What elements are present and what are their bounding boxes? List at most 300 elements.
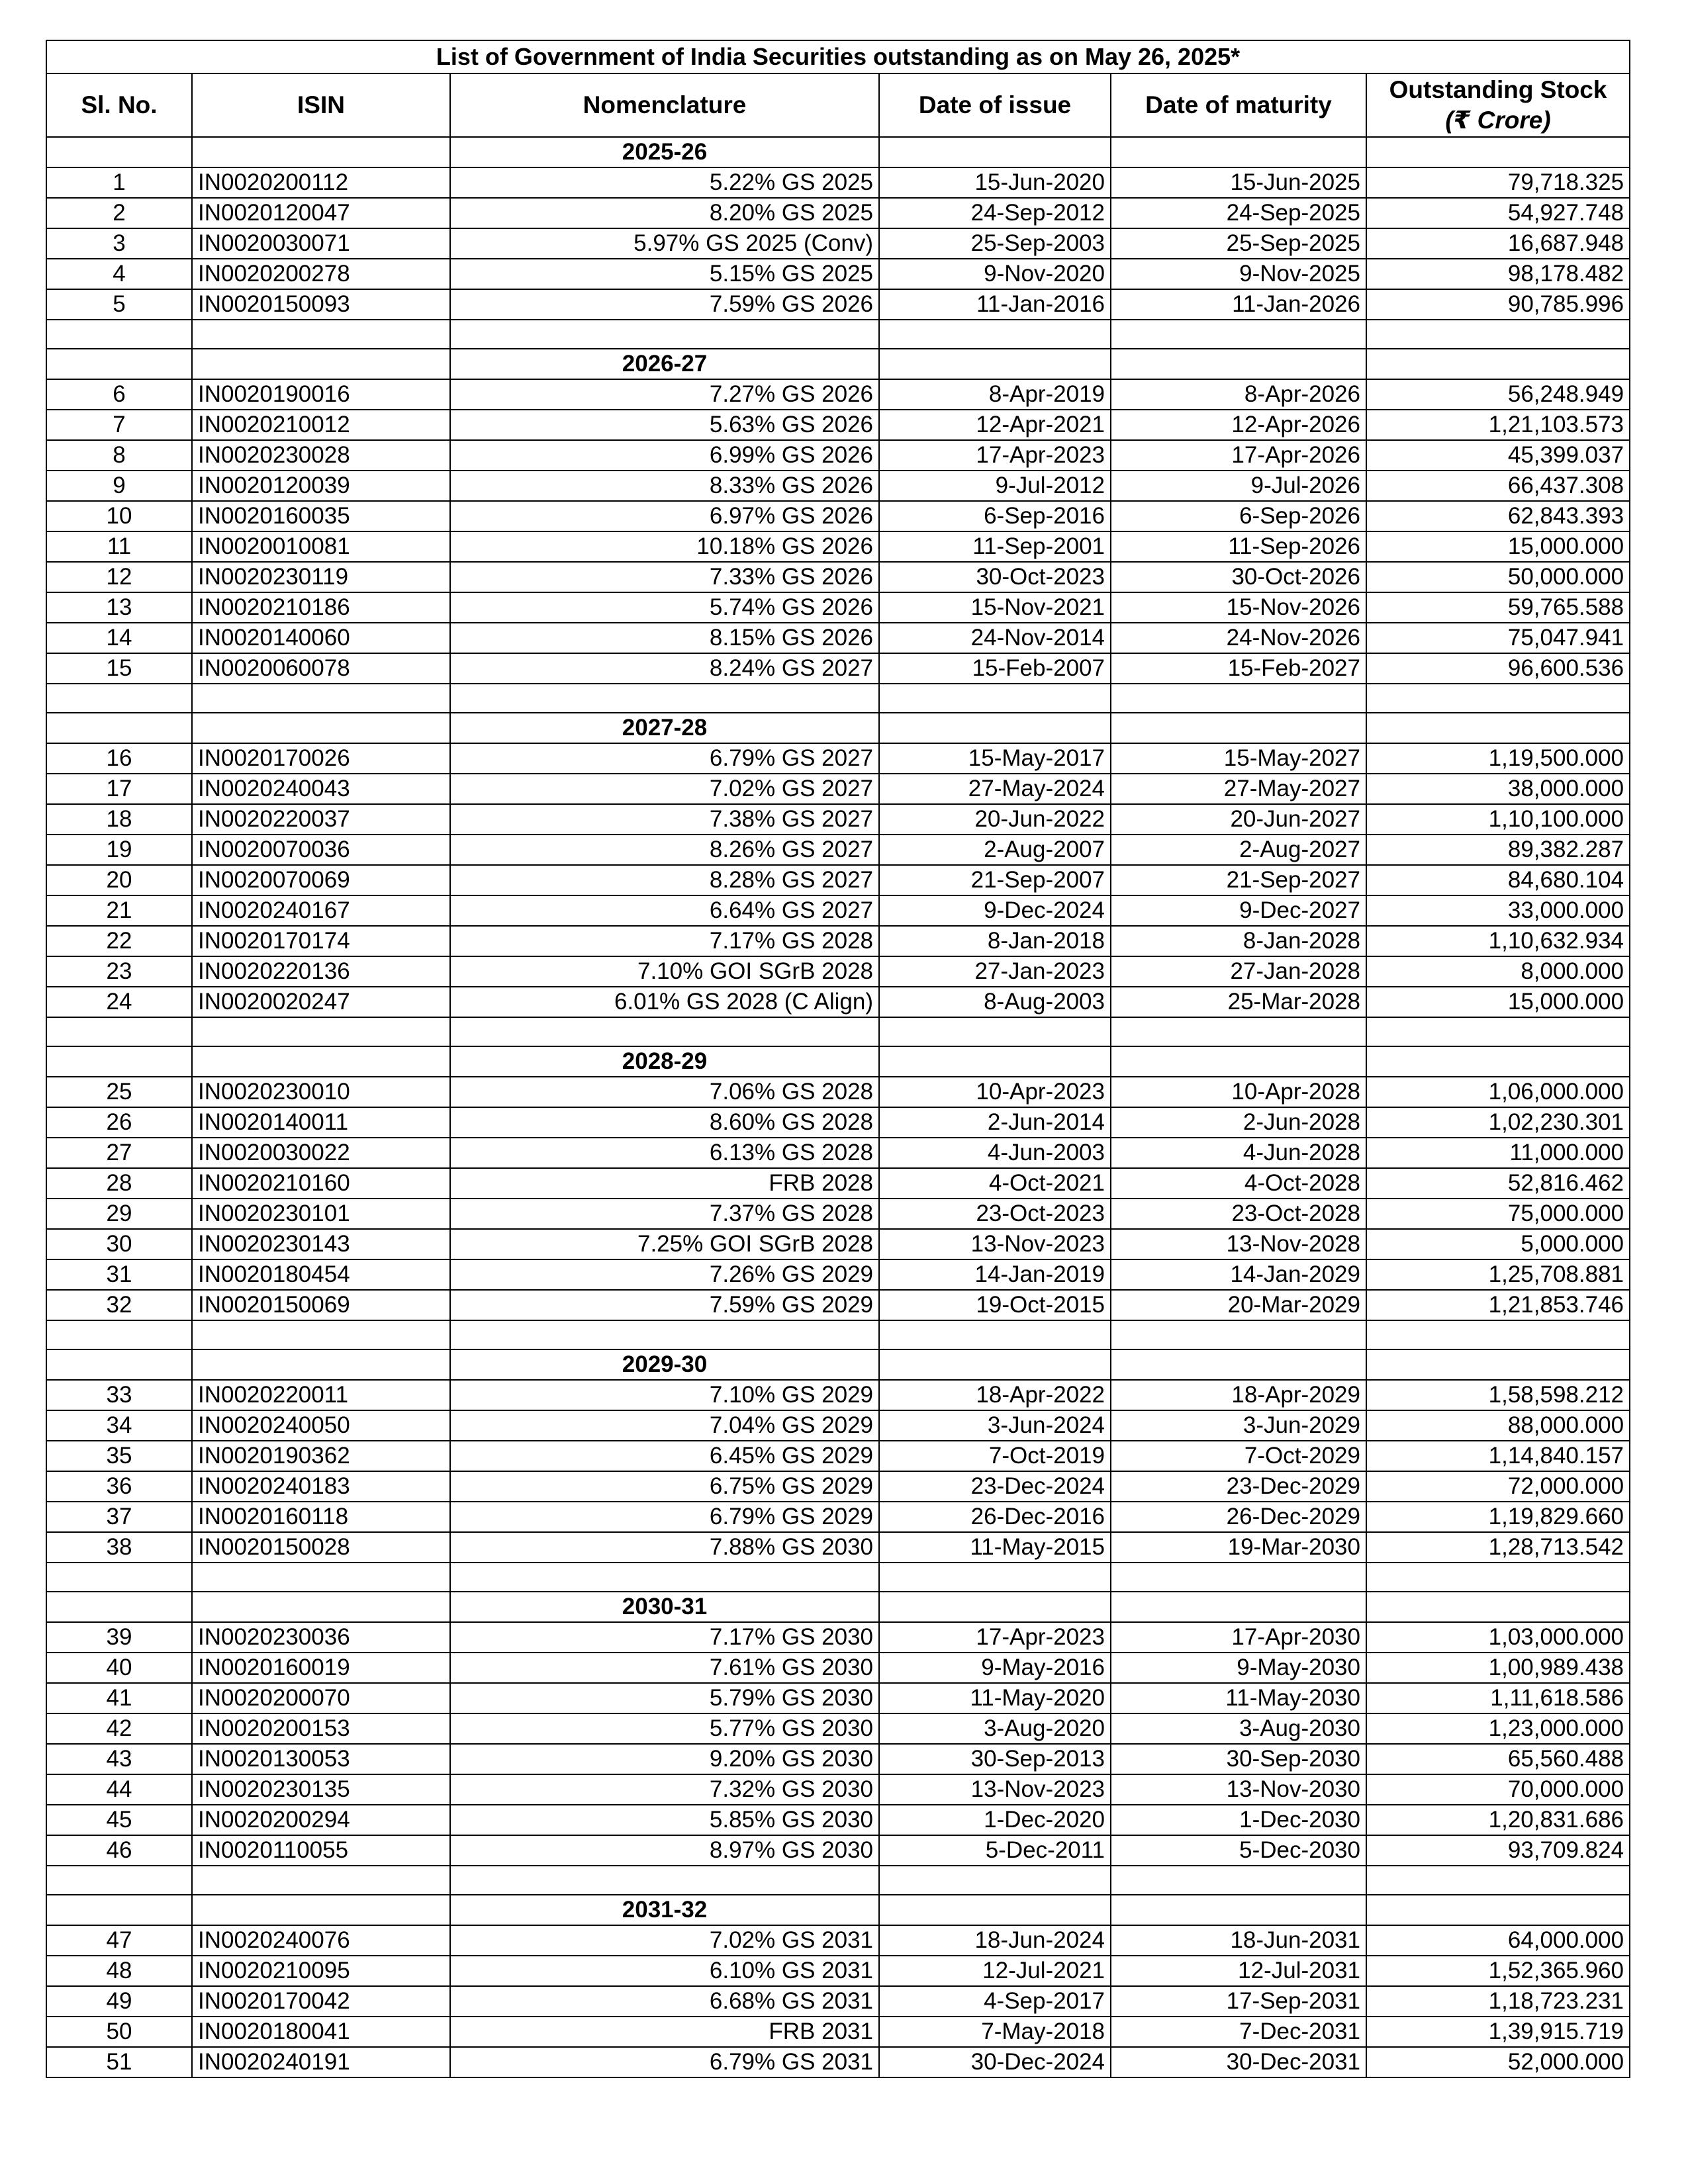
cell-isin: IN0020110055 xyxy=(192,1835,450,1866)
cell-date-of-issue: 21-Sep-2007 xyxy=(879,865,1111,895)
cell-date-of-maturity: 17-Apr-2030 xyxy=(1111,1622,1366,1653)
cell-date-of-issue: 9-Jul-2012 xyxy=(879,471,1111,501)
cell-date-of-maturity: 2-Jun-2028 xyxy=(1111,1107,1366,1138)
cell-nomenclature: 5.77% GS 2030 xyxy=(450,1713,879,1744)
cell-date-of-issue: 11-May-2015 xyxy=(879,1532,1111,1563)
cell-sl-no: 32 xyxy=(46,1290,192,1320)
cell-sl-no: 39 xyxy=(46,1622,192,1653)
cell-sl-no: 7 xyxy=(46,410,192,440)
cell-date-of-maturity: 12-Jul-2031 xyxy=(1111,1956,1366,1986)
cell-isin: IN0020200112 xyxy=(192,167,450,198)
table-row xyxy=(46,895,1630,926)
cell-date-of-maturity: 9-Nov-2025 xyxy=(1111,259,1366,289)
empty-cell xyxy=(1366,349,1630,379)
cell-nomenclature: 5.85% GS 2030 xyxy=(450,1805,879,1835)
cell-isin: IN0020200278 xyxy=(192,259,450,289)
table-row xyxy=(46,1138,1630,1168)
cell-outstanding-stock: 33,000.000 xyxy=(1366,895,1630,926)
year-group-label: 2027-28 xyxy=(450,713,879,743)
cell-sl-no: 10 xyxy=(46,501,192,531)
cell-date-of-maturity: 11-May-2030 xyxy=(1111,1683,1366,1713)
cell-sl-no: 8 xyxy=(46,440,192,471)
cell-sl-no: 6 xyxy=(46,379,192,410)
table-row xyxy=(46,410,1630,440)
cell-date-of-maturity: 15-Nov-2026 xyxy=(1111,592,1366,623)
table-row xyxy=(46,835,1630,865)
cell-sl-no: 42 xyxy=(46,1713,192,1744)
table-row xyxy=(46,592,1630,623)
year-group-label: 2030-31 xyxy=(450,1592,879,1622)
cell-nomenclature: 8.15% GS 2026 xyxy=(450,623,879,653)
empty-cell xyxy=(1366,320,1630,349)
cell-outstanding-stock: 38,000.000 xyxy=(1366,774,1630,804)
cell-date-of-issue: 26-Dec-2016 xyxy=(879,1502,1111,1532)
cell-date-of-maturity: 15-Jun-2025 xyxy=(1111,167,1366,198)
cell-date-of-issue: 20-Jun-2022 xyxy=(879,804,1111,835)
empty-cell xyxy=(46,1563,192,1592)
cell-isin: IN0020120047 xyxy=(192,198,450,228)
empty-cell xyxy=(1366,713,1630,743)
cell-sl-no: 13 xyxy=(46,592,192,623)
cell-date-of-maturity: 12-Apr-2026 xyxy=(1111,410,1366,440)
cell-date-of-maturity: 7-Oct-2029 xyxy=(1111,1441,1366,1471)
table-row xyxy=(46,531,1630,562)
empty-cell xyxy=(192,1320,450,1349)
cell-nomenclature: 7.61% GS 2030 xyxy=(450,1653,879,1683)
table-row xyxy=(46,2017,1630,2047)
cell-date-of-maturity: 30-Dec-2031 xyxy=(1111,2047,1366,2077)
cell-sl-no: 20 xyxy=(46,865,192,895)
cell-outstanding-stock: 93,709.824 xyxy=(1366,1835,1630,1866)
empty-cell xyxy=(879,1017,1111,1046)
header-nomenclature: Nomenclature xyxy=(450,73,879,137)
cell-outstanding-stock: 5,000.000 xyxy=(1366,1229,1630,1259)
cell-nomenclature: 7.59% GS 2026 xyxy=(450,289,879,320)
cell-outstanding-stock: 79,718.325 xyxy=(1366,167,1630,198)
empty-cell xyxy=(1111,1895,1366,1925)
header-outstanding-unit: (₹ Crore) xyxy=(1445,107,1551,134)
cell-nomenclature: 7.02% GS 2027 xyxy=(450,774,879,804)
cell-date-of-issue: 18-Jun-2024 xyxy=(879,1925,1111,1956)
cell-outstanding-stock: 1,10,100.000 xyxy=(1366,804,1630,835)
cell-sl-no: 51 xyxy=(46,2047,192,2077)
cell-isin: IN0020070069 xyxy=(192,865,450,895)
table-row xyxy=(46,926,1630,956)
spacer-row xyxy=(46,684,1630,713)
cell-date-of-issue: 17-Apr-2023 xyxy=(879,1622,1111,1653)
cell-nomenclature: 5.15% GS 2025 xyxy=(450,259,879,289)
table-row xyxy=(46,228,1630,259)
cell-sl-no: 46 xyxy=(46,1835,192,1866)
cell-nomenclature: 8.26% GS 2027 xyxy=(450,835,879,865)
cell-isin: IN0020160019 xyxy=(192,1653,450,1683)
table-row xyxy=(46,774,1630,804)
cell-date-of-maturity: 30-Sep-2030 xyxy=(1111,1744,1366,1774)
cell-nomenclature: 8.60% GS 2028 xyxy=(450,1107,879,1138)
cell-sl-no: 38 xyxy=(46,1532,192,1563)
empty-cell xyxy=(192,713,450,743)
cell-date-of-maturity: 30-Oct-2026 xyxy=(1111,562,1366,592)
cell-outstanding-stock: 96,600.536 xyxy=(1366,653,1630,684)
cell-date-of-maturity: 4-Oct-2028 xyxy=(1111,1168,1366,1199)
empty-cell xyxy=(192,1592,450,1622)
cell-date-of-maturity: 23-Oct-2028 xyxy=(1111,1199,1366,1229)
cell-sl-no: 49 xyxy=(46,1986,192,2017)
securities-table xyxy=(46,40,1630,2078)
cell-isin: IN0020200294 xyxy=(192,1805,450,1835)
year-group-row xyxy=(46,349,1630,379)
cell-nomenclature: 6.10% GS 2031 xyxy=(450,1956,879,1986)
empty-cell xyxy=(1366,1046,1630,1077)
table-row xyxy=(46,1653,1630,1683)
empty-cell xyxy=(46,1349,192,1380)
header-outstanding-stock xyxy=(1366,73,1630,137)
cell-date-of-issue: 7-Oct-2019 xyxy=(879,1441,1111,1471)
empty-cell xyxy=(192,684,450,713)
empty-cell xyxy=(1111,684,1366,713)
table-row xyxy=(46,1502,1630,1532)
spacer-row xyxy=(46,1017,1630,1046)
cell-date-of-issue: 30-Sep-2013 xyxy=(879,1744,1111,1774)
empty-cell xyxy=(192,1017,450,1046)
cell-date-of-maturity: 18-Apr-2029 xyxy=(1111,1380,1366,1410)
empty-cell xyxy=(46,713,192,743)
empty-cell xyxy=(1111,349,1366,379)
empty-cell xyxy=(46,1866,192,1895)
cell-date-of-maturity: 17-Sep-2031 xyxy=(1111,1986,1366,2017)
empty-cell xyxy=(46,137,192,167)
cell-sl-no: 44 xyxy=(46,1774,192,1805)
empty-cell xyxy=(450,1866,879,1895)
year-group-label: 2031-32 xyxy=(450,1895,879,1925)
cell-nomenclature: 7.59% GS 2029 xyxy=(450,1290,879,1320)
title-row xyxy=(46,40,1630,73)
cell-date-of-issue: 14-Jan-2019 xyxy=(879,1259,1111,1290)
cell-nomenclature: 9.20% GS 2030 xyxy=(450,1744,879,1774)
cell-date-of-issue: 27-May-2024 xyxy=(879,774,1111,804)
empty-cell xyxy=(1111,1017,1366,1046)
empty-cell xyxy=(879,713,1111,743)
cell-sl-no: 19 xyxy=(46,835,192,865)
cell-date-of-issue: 18-Apr-2022 xyxy=(879,1380,1111,1410)
cell-isin: IN0020160118 xyxy=(192,1502,450,1532)
cell-outstanding-stock: 50,000.000 xyxy=(1366,562,1630,592)
cell-date-of-maturity: 20-Mar-2029 xyxy=(1111,1290,1366,1320)
cell-isin: IN0020210160 xyxy=(192,1168,450,1199)
cell-outstanding-stock: 1,02,230.301 xyxy=(1366,1107,1630,1138)
table-row xyxy=(46,1683,1630,1713)
cell-date-of-issue: 13-Nov-2023 xyxy=(879,1774,1111,1805)
cell-date-of-issue: 4-Oct-2021 xyxy=(879,1168,1111,1199)
cell-outstanding-stock: 89,382.287 xyxy=(1366,835,1630,865)
cell-date-of-issue: 13-Nov-2023 xyxy=(879,1229,1111,1259)
cell-isin: IN0020220011 xyxy=(192,1380,450,1410)
cell-isin: IN0020230101 xyxy=(192,1199,450,1229)
cell-date-of-maturity: 14-Jan-2029 xyxy=(1111,1259,1366,1290)
cell-sl-no: 43 xyxy=(46,1744,192,1774)
cell-nomenclature: 5.74% GS 2026 xyxy=(450,592,879,623)
cell-isin: IN0020010081 xyxy=(192,531,450,562)
cell-outstanding-stock: 1,28,713.542 xyxy=(1366,1532,1630,1563)
cell-isin: IN0020210186 xyxy=(192,592,450,623)
cell-date-of-maturity: 2-Aug-2027 xyxy=(1111,835,1366,865)
empty-cell xyxy=(1366,1895,1630,1925)
cell-nomenclature: 6.97% GS 2026 xyxy=(450,501,879,531)
cell-outstanding-stock: 1,19,500.000 xyxy=(1366,743,1630,774)
cell-nomenclature: 6.45% GS 2029 xyxy=(450,1441,879,1471)
cell-date-of-maturity: 13-Nov-2030 xyxy=(1111,1774,1366,1805)
cell-nomenclature: FRB 2028 xyxy=(450,1168,879,1199)
table-row xyxy=(46,440,1630,471)
cell-outstanding-stock: 90,785.996 xyxy=(1366,289,1630,320)
table-row xyxy=(46,1925,1630,1956)
cell-sl-no: 35 xyxy=(46,1441,192,1471)
cell-sl-no: 4 xyxy=(46,259,192,289)
cell-sl-no: 45 xyxy=(46,1805,192,1835)
empty-cell xyxy=(879,349,1111,379)
cell-isin: IN0020060078 xyxy=(192,653,450,684)
cell-isin: IN0020240076 xyxy=(192,1925,450,1956)
cell-sl-no: 36 xyxy=(46,1471,192,1502)
cell-nomenclature: 6.64% GS 2027 xyxy=(450,895,879,926)
cell-nomenclature: 5.63% GS 2026 xyxy=(450,410,879,440)
cell-date-of-issue: 8-Apr-2019 xyxy=(879,379,1111,410)
cell-date-of-maturity: 24-Nov-2026 xyxy=(1111,623,1366,653)
table-row xyxy=(46,1290,1630,1320)
table-row xyxy=(46,1168,1630,1199)
table-row xyxy=(46,471,1630,501)
cell-outstanding-stock: 64,000.000 xyxy=(1366,1925,1630,1956)
table-row xyxy=(46,289,1630,320)
empty-cell xyxy=(46,1046,192,1077)
empty-cell xyxy=(450,1017,879,1046)
cell-isin: IN0020190016 xyxy=(192,379,450,410)
empty-cell xyxy=(879,320,1111,349)
empty-cell xyxy=(879,1895,1111,1925)
cell-date-of-maturity: 15-Feb-2027 xyxy=(1111,653,1366,684)
cell-nomenclature: 7.26% GS 2029 xyxy=(450,1259,879,1290)
empty-cell xyxy=(46,684,192,713)
cell-date-of-issue: 8-Jan-2018 xyxy=(879,926,1111,956)
cell-sl-no: 33 xyxy=(46,1380,192,1410)
cell-nomenclature: 5.97% GS 2025 (Conv) xyxy=(450,228,879,259)
header-sl-no: Sl. No. xyxy=(46,73,192,137)
cell-date-of-issue: 11-Sep-2001 xyxy=(879,531,1111,562)
cell-date-of-issue: 24-Sep-2012 xyxy=(879,198,1111,228)
cell-outstanding-stock: 1,58,598.212 xyxy=(1366,1380,1630,1410)
cell-sl-no: 11 xyxy=(46,531,192,562)
cell-nomenclature: 7.37% GS 2028 xyxy=(450,1199,879,1229)
cell-outstanding-stock: 54,927.748 xyxy=(1366,198,1630,228)
empty-cell xyxy=(879,1866,1111,1895)
cell-nomenclature: 6.75% GS 2029 xyxy=(450,1471,879,1502)
empty-cell xyxy=(879,1349,1111,1380)
cell-date-of-maturity: 26-Dec-2029 xyxy=(1111,1502,1366,1532)
cell-outstanding-stock: 11,000.000 xyxy=(1366,1138,1630,1168)
cell-date-of-issue: 23-Oct-2023 xyxy=(879,1199,1111,1229)
empty-cell xyxy=(192,1046,450,1077)
table-row xyxy=(46,987,1630,1017)
cell-date-of-issue: 11-Jan-2016 xyxy=(879,289,1111,320)
cell-sl-no: 29 xyxy=(46,1199,192,1229)
year-group-label: 2025-26 xyxy=(450,137,879,167)
cell-outstanding-stock: 1,52,365.960 xyxy=(1366,1956,1630,1986)
table-row xyxy=(46,2047,1630,2077)
table-row xyxy=(46,1744,1630,1774)
cell-isin: IN0020220037 xyxy=(192,804,450,835)
cell-sl-no: 27 xyxy=(46,1138,192,1168)
cell-isin: IN0020140060 xyxy=(192,623,450,653)
table-row xyxy=(46,1441,1630,1471)
year-group-row xyxy=(46,1349,1630,1380)
cell-isin: IN0020230119 xyxy=(192,562,450,592)
table-row xyxy=(46,259,1630,289)
cell-sl-no: 5 xyxy=(46,289,192,320)
cell-date-of-issue: 2-Aug-2007 xyxy=(879,835,1111,865)
cell-nomenclature: 8.33% GS 2026 xyxy=(450,471,879,501)
cell-date-of-maturity: 21-Sep-2027 xyxy=(1111,865,1366,895)
empty-cell xyxy=(1111,713,1366,743)
cell-date-of-issue: 3-Aug-2020 xyxy=(879,1713,1111,1744)
cell-date-of-issue: 19-Oct-2015 xyxy=(879,1290,1111,1320)
table-row xyxy=(46,1805,1630,1835)
empty-cell xyxy=(1111,1320,1366,1349)
cell-isin: IN0020230028 xyxy=(192,440,450,471)
cell-date-of-maturity: 9-Jul-2026 xyxy=(1111,471,1366,501)
cell-date-of-maturity: 3-Aug-2030 xyxy=(1111,1713,1366,1744)
empty-cell xyxy=(1366,1866,1630,1895)
cell-outstanding-stock: 15,000.000 xyxy=(1366,531,1630,562)
cell-date-of-maturity: 20-Jun-2027 xyxy=(1111,804,1366,835)
year-group-row xyxy=(46,713,1630,743)
cell-nomenclature: 7.32% GS 2030 xyxy=(450,1774,879,1805)
cell-nomenclature: 6.13% GS 2028 xyxy=(450,1138,879,1168)
cell-nomenclature: 7.10% GOI SGrB 2028 xyxy=(450,956,879,987)
cell-outstanding-stock: 15,000.000 xyxy=(1366,987,1630,1017)
cell-sl-no: 18 xyxy=(46,804,192,835)
cell-date-of-maturity: 15-May-2027 xyxy=(1111,743,1366,774)
cell-isin: IN0020240050 xyxy=(192,1410,450,1441)
cell-outstanding-stock: 1,10,632.934 xyxy=(1366,926,1630,956)
table-row xyxy=(46,1077,1630,1107)
cell-outstanding-stock: 1,00,989.438 xyxy=(1366,1653,1630,1683)
cell-outstanding-stock: 72,000.000 xyxy=(1366,1471,1630,1502)
cell-nomenclature: 7.10% GS 2029 xyxy=(450,1380,879,1410)
table-row xyxy=(46,1532,1630,1563)
cell-isin: IN0020030071 xyxy=(192,228,450,259)
cell-outstanding-stock: 1,21,103.573 xyxy=(1366,410,1630,440)
cell-date-of-maturity: 27-Jan-2028 xyxy=(1111,956,1366,987)
cell-isin: IN0020240191 xyxy=(192,2047,450,2077)
empty-cell xyxy=(450,320,879,349)
year-group-row xyxy=(46,137,1630,167)
empty-cell xyxy=(879,1046,1111,1077)
cell-sl-no: 41 xyxy=(46,1683,192,1713)
empty-cell xyxy=(450,684,879,713)
cell-isin: IN0020210012 xyxy=(192,410,450,440)
cell-sl-no: 2 xyxy=(46,198,192,228)
cell-date-of-issue: 10-Apr-2023 xyxy=(879,1077,1111,1107)
empty-cell xyxy=(1111,1046,1366,1077)
cell-sl-no: 48 xyxy=(46,1956,192,1986)
cell-isin: IN0020230010 xyxy=(192,1077,450,1107)
spacer-row xyxy=(46,1563,1630,1592)
cell-date-of-issue: 30-Oct-2023 xyxy=(879,562,1111,592)
empty-cell xyxy=(1111,137,1366,167)
cell-date-of-maturity: 1-Dec-2030 xyxy=(1111,1805,1366,1835)
cell-outstanding-stock: 1,25,708.881 xyxy=(1366,1259,1630,1290)
table-row xyxy=(46,1410,1630,1441)
spacer-row xyxy=(46,1866,1630,1895)
cell-isin: IN0020150093 xyxy=(192,289,450,320)
cell-outstanding-stock: 65,560.488 xyxy=(1366,1744,1630,1774)
cell-outstanding-stock: 75,000.000 xyxy=(1366,1199,1630,1229)
cell-outstanding-stock: 1,23,000.000 xyxy=(1366,1713,1630,1744)
cell-sl-no: 14 xyxy=(46,623,192,653)
table-row xyxy=(46,501,1630,531)
cell-date-of-issue: 9-Nov-2020 xyxy=(879,259,1111,289)
table-row xyxy=(46,1713,1630,1744)
cell-nomenclature: 8.28% GS 2027 xyxy=(450,865,879,895)
cell-date-of-maturity: 13-Nov-2028 xyxy=(1111,1229,1366,1259)
cell-sl-no: 47 xyxy=(46,1925,192,1956)
table-row xyxy=(46,1199,1630,1229)
cell-sl-no: 24 xyxy=(46,987,192,1017)
cell-date-of-issue: 15-Jun-2020 xyxy=(879,167,1111,198)
cell-date-of-issue: 12-Jul-2021 xyxy=(879,1956,1111,1986)
cell-date-of-maturity: 19-Mar-2030 xyxy=(1111,1532,1366,1563)
cell-isin: IN0020030022 xyxy=(192,1138,450,1168)
cell-isin: IN0020200153 xyxy=(192,1713,450,1744)
header-outstanding-label: Outstanding Stock xyxy=(1389,76,1607,103)
cell-date-of-issue: 1-Dec-2020 xyxy=(879,1805,1111,1835)
empty-cell xyxy=(1111,1866,1366,1895)
cell-date-of-issue: 12-Apr-2021 xyxy=(879,410,1111,440)
table-row xyxy=(46,653,1630,684)
cell-nomenclature: 8.97% GS 2030 xyxy=(450,1835,879,1866)
table-row xyxy=(46,1259,1630,1290)
empty-cell xyxy=(879,1563,1111,1592)
cell-isin: IN0020210095 xyxy=(192,1956,450,1986)
cell-date-of-maturity: 9-May-2030 xyxy=(1111,1653,1366,1683)
cell-nomenclature: 5.22% GS 2025 xyxy=(450,167,879,198)
cell-outstanding-stock: 1,21,853.746 xyxy=(1366,1290,1630,1320)
header-row xyxy=(46,73,1630,137)
cell-sl-no: 26 xyxy=(46,1107,192,1138)
table-row xyxy=(46,1380,1630,1410)
empty-cell xyxy=(192,349,450,379)
cell-nomenclature: 5.79% GS 2030 xyxy=(450,1683,879,1713)
cell-isin: IN0020070036 xyxy=(192,835,450,865)
cell-date-of-maturity: 8-Apr-2026 xyxy=(1111,379,1366,410)
cell-nomenclature: 6.68% GS 2031 xyxy=(450,1986,879,2017)
empty-cell xyxy=(192,137,450,167)
table-row xyxy=(46,1107,1630,1138)
cell-outstanding-stock: 59,765.588 xyxy=(1366,592,1630,623)
cell-outstanding-stock: 70,000.000 xyxy=(1366,1774,1630,1805)
cell-isin: IN0020240043 xyxy=(192,774,450,804)
cell-sl-no: 3 xyxy=(46,228,192,259)
cell-nomenclature: 6.01% GS 2028 (C Align) xyxy=(450,987,879,1017)
table-row xyxy=(46,1229,1630,1259)
cell-date-of-issue: 30-Dec-2024 xyxy=(879,2047,1111,2077)
cell-sl-no: 1 xyxy=(46,167,192,198)
table-row xyxy=(46,1622,1630,1653)
cell-outstanding-stock: 52,000.000 xyxy=(1366,2047,1630,2077)
cell-isin: IN0020170174 xyxy=(192,926,450,956)
empty-cell xyxy=(192,320,450,349)
cell-sl-no: 22 xyxy=(46,926,192,956)
